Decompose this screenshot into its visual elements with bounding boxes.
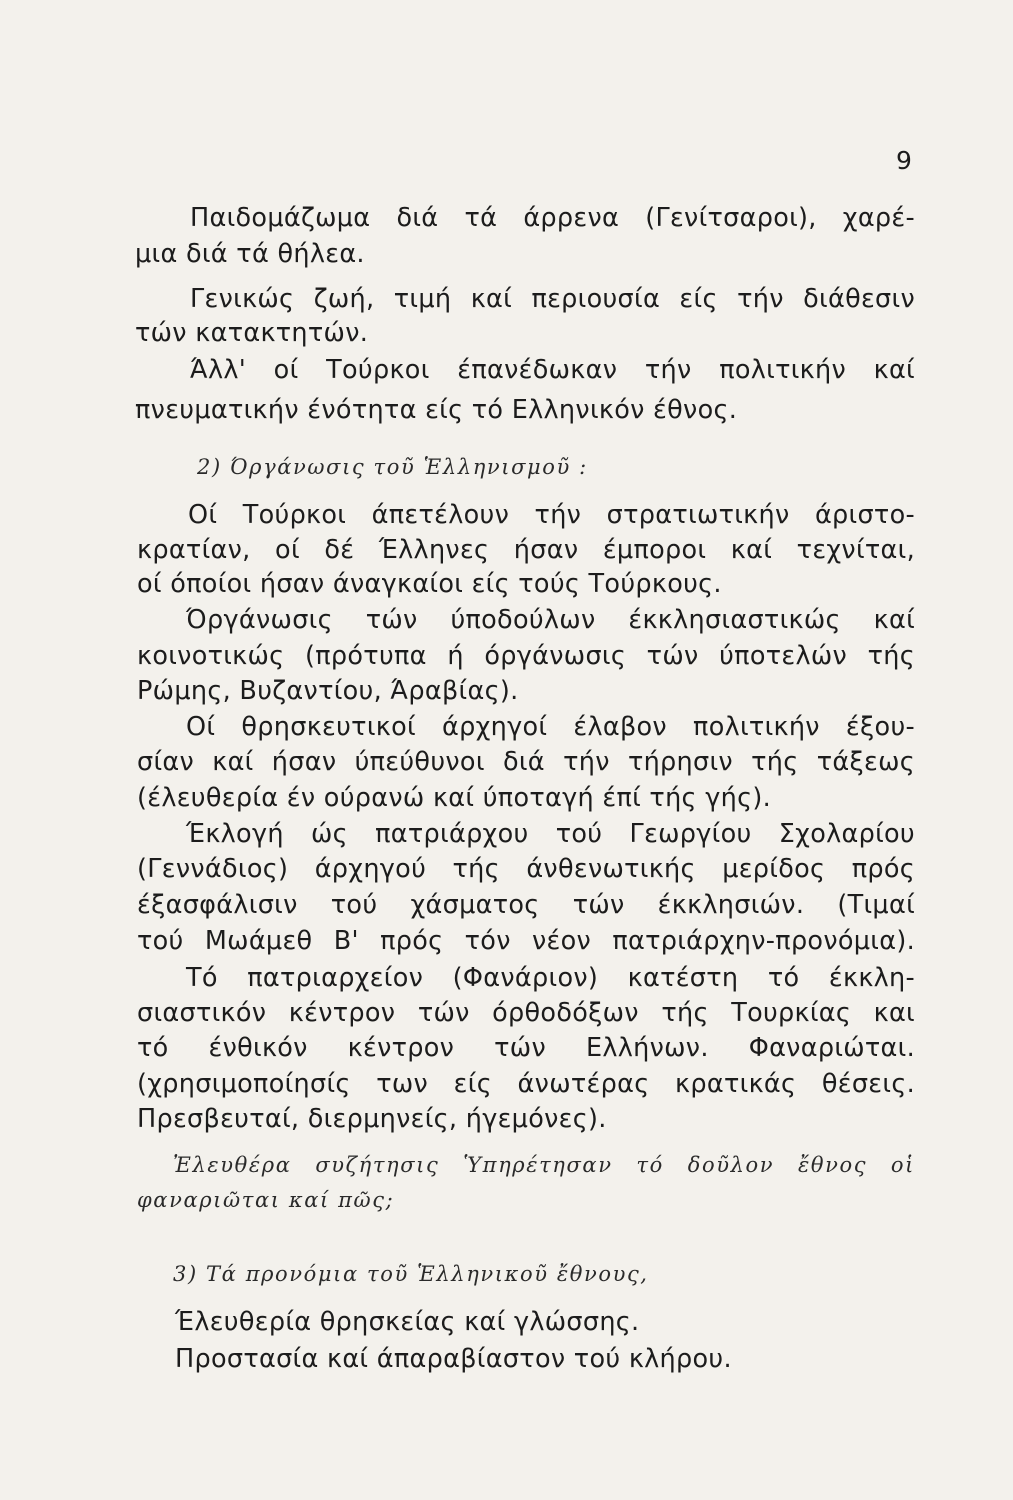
text-line: τών κατακτητών. (135, 318, 369, 348)
text-line: Οί θρησκευτικοί άρχηγοί έλαβον πολιτικήν έξου- (186, 712, 915, 742)
text-line: σιαστικόν κέντρον τών όρθοδόξων τής Τουρκίας και (137, 998, 915, 1028)
page-number: 9 (896, 146, 912, 175)
text-line: μια διά τά θήλεα. (135, 239, 365, 269)
text-line: κρατίαν, οί δέ Έλληνες ήσαν έμποροι καί τεχνίται, (137, 535, 915, 565)
section-heading-3: 3) Τά προνόμια τοῦ Ἑλληνικοῦ ἔθνους, (173, 1262, 649, 1286)
text-line: πνευματικήν ένότητα είς τό Ελληνικόν έθνος. (135, 395, 738, 425)
text-line: Προστασία καί άπαραβίαστον τού κλήρου. (175, 1344, 732, 1374)
text-line: τού Μωάμεθ Β' πρός τόν νέον πατριάρχην-προνόμια). (137, 926, 915, 956)
text-line: έξασφάλισιν τού χάσματος τών έκκλησιών. (Τιμαί (137, 890, 915, 920)
text-line: Ρώμης, Βυζαντίου, Άραβίας). (137, 676, 519, 706)
discussion-heading-cont: φαναριῶται καί πῶς; (137, 1188, 395, 1212)
text-line: (Γεννάδιος) άρχηγού τής άνθενωτικής μερίδος πρός (137, 854, 915, 884)
text-line: Άλλ' οί Τούρκοι έπανέδωκαν τήν πολιτικήν καί (190, 355, 915, 385)
text-line: Πρεσβευταί, διερμηνείς, ήγεμόνες). (137, 1104, 607, 1134)
text-line: Οί Τούρκοι άπετέλουν τήν στρατιωτικήν άριστο- (188, 500, 915, 530)
text-line: κοινοτικώς (πρότυπα ή όργάνωσις τών ύποτελών τής (137, 641, 915, 671)
section-heading-2: 2) Όργάνωσις τοῦ Ἑλληνισμοῦ : (197, 455, 588, 479)
text-line: Τό πατριαρχείον (Φανάριον) κατέστη τό έκκλη- (186, 963, 915, 993)
text-line: (έλευθερία έν ούρανώ καί ύποταγή έπί τής γής). (137, 783, 771, 813)
text-line: Έκλογή ώς πατριάρχου τού Γεωργίου Σχολαρίου (186, 819, 915, 849)
text-line: τό ένθικόν κέντρον τών Ελλήνων. Φαναριώται. (137, 1033, 915, 1063)
text-line: οί όποίοι ήσαν άναγκαίοι είς τούς Τούρκους. (137, 569, 722, 599)
text-line: Παιδομάζωμα διά τά άρρενα (Γενίτσαροι), χαρέ- (190, 203, 915, 233)
text-line: σίαν καί ήσαν ύπεύθυνοι διά τήν τήρησιν τής τάξεως (137, 747, 915, 777)
text-line: Γενικώς ζωή, τιμή καί περιουσία είς τήν διάθεσιν (190, 284, 915, 314)
discussion-heading: Ἐλευθέρα συζήτησις Ὑπηρέτησαν τό δοῦλον ἔθνος οἱ (173, 1153, 915, 1177)
text-line: Έλευθερία θρησκείας καί γλώσσης. (175, 1307, 640, 1337)
text-line: Όργάνωσις τών ύποδούλων έκκλησιαστικώς καί (186, 605, 915, 635)
text-line: (χρησιμοποίησίς των είς άνωτέρας κρατικάς θέσεις. (137, 1069, 915, 1099)
